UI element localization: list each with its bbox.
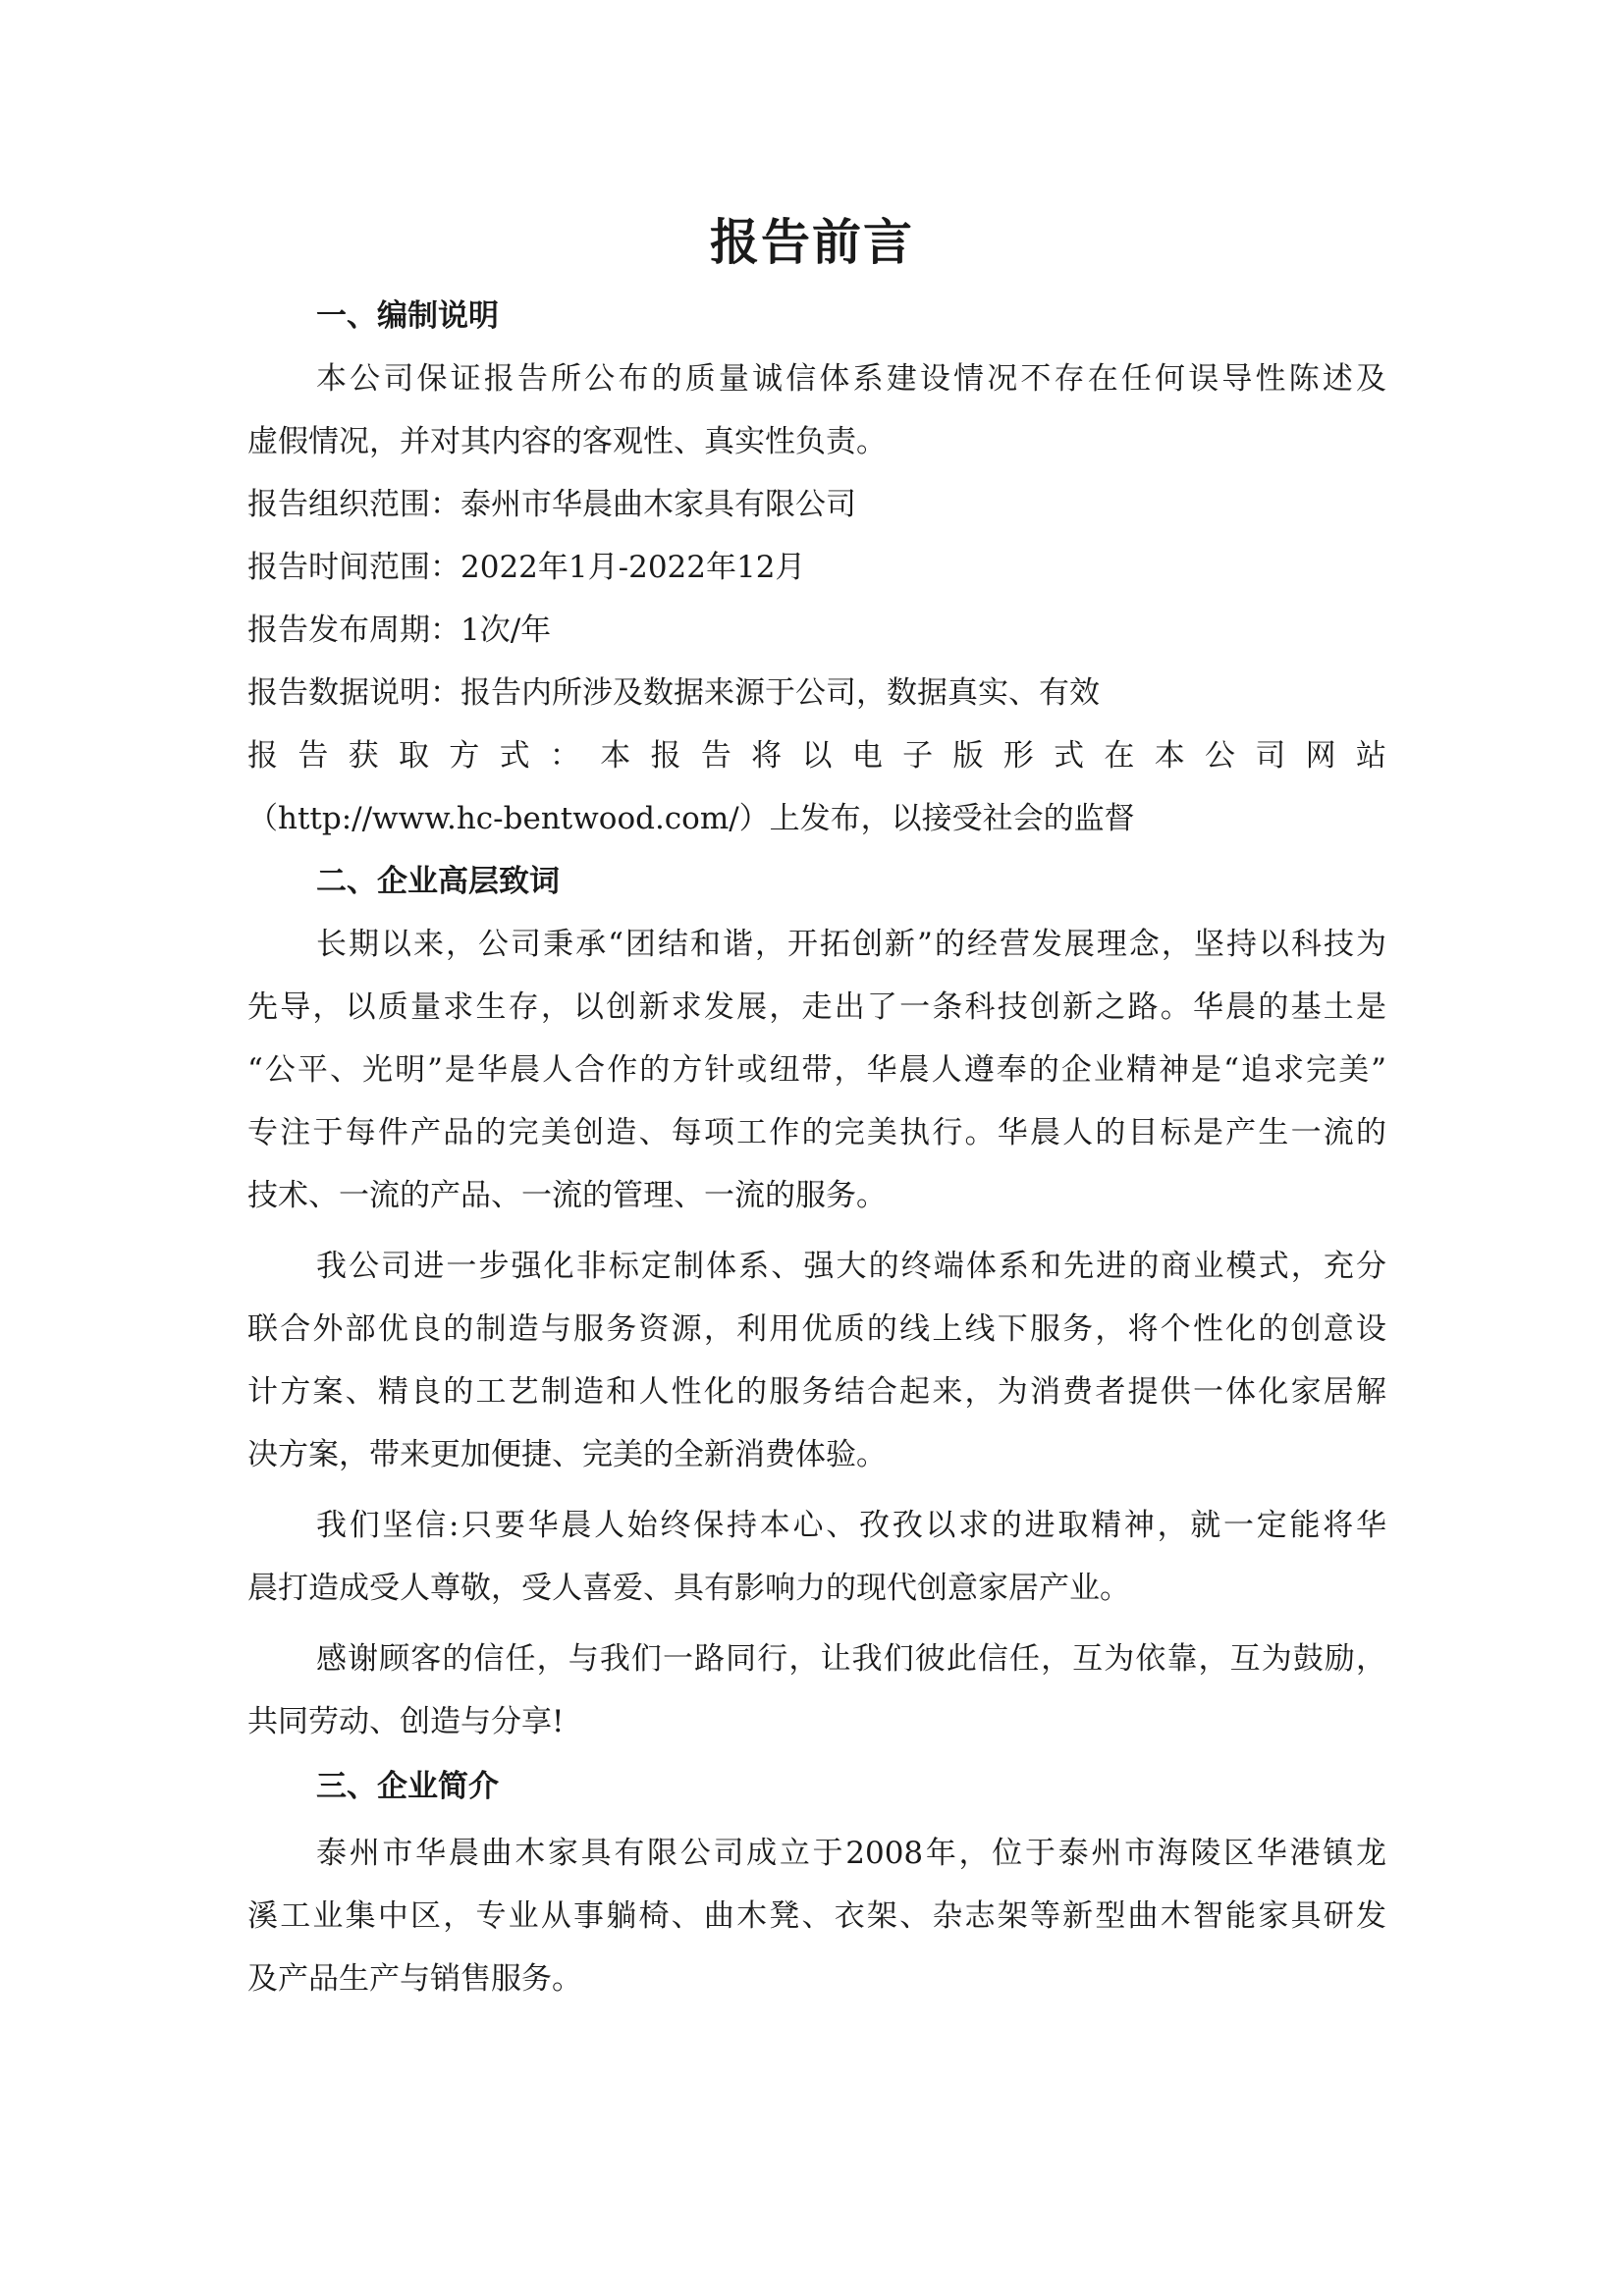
section-heading-leadership: 二、企业高层致词 — [316, 864, 560, 899]
paragraph-line: 泰州市华晨曲木家具有限公司成立于2008年，位于泰州市海陵区华港镇龙 — [316, 1836, 1386, 1871]
section-heading-company-profile: 三、企业简介 — [316, 1769, 499, 1804]
paragraph-line: “公平、光明”是华晨人合作的方针或纽带，华晨人遵奉的企业精神是“追求完美” — [247, 1052, 1386, 1088]
paragraph-line: 我们坚信:只要华晨人始终保持本心、孜孜以求的进取精神，就一定能将华 — [316, 1508, 1386, 1543]
paragraph-line: 晨打造成受人尊敬，受人喜爱、具有影响力的现代创意家居产业。 — [247, 1571, 1130, 1606]
report-period: 报告时间范围：2022年1月-2022年12月 — [247, 550, 806, 585]
paragraph-line: 技术、一流的产品、一流的管理、一流的服务。 — [247, 1178, 887, 1213]
section-heading-compilation: 一、编制说明 — [316, 298, 499, 334]
paragraph-line: 及产品生产与销售服务。 — [247, 1961, 582, 1997]
paragraph-line: 虚假情况，并对其内容的客观性、真实性负责。 — [247, 424, 887, 459]
report-scope: 报告组织范围：泰州市华晨曲木家具有限公司 — [247, 487, 856, 522]
paragraph-line: 我公司进一步强化非标定制体系、强大的终端体系和先进的商业模式，充分 — [316, 1249, 1386, 1284]
report-access-method: 报告获取方式：本报告将以电子版形式在本公司网站 — [247, 738, 1386, 774]
paragraph-line: 联合外部优良的制造与服务资源，利用优质的线上线下服务，将个性化的创意设 — [247, 1311, 1386, 1347]
paragraph-line: 长期以来，公司秉承“团结和谐，开拓创新”的经营发展理念，坚持以科技为 — [316, 927, 1386, 962]
paragraph-line: 先导，以质量求生存，以创新求发展，走出了一条科技创新之路。华晨的基土是 — [247, 989, 1386, 1025]
report-cycle: 报告发布周期：1次/年 — [247, 613, 552, 648]
paragraph-line: 感谢顾客的信任，与我们一路同行，让我们彼此信任，互为依靠，互为鼓励， — [316, 1641, 1386, 1677]
paragraph-line: 溪工业集中区，专业从事躺椅、曲木凳、衣架、杂志架等新型曲木智能家具研发 — [247, 1898, 1386, 1934]
paragraph-line: 专注于每件产品的完美创造、每项工作的完美执行。华晨人的目标是产生一流的 — [247, 1115, 1386, 1150]
report-access-url: （http://www.hc-bentwood.com/）上发布，以接受社会的监督 — [247, 801, 1135, 836]
paragraph-line: 共同劳动、创造与分享! — [247, 1704, 565, 1739]
paragraph-line: 本公司保证报告所公布的质量诚信体系建设情况不存在任何误导性陈述及 — [316, 361, 1386, 397]
report-data-note: 报告数据说明：报告内所涉及数据来源于公司，数据真实、有效 — [247, 675, 1100, 711]
page-title: 报告前言 — [710, 213, 914, 271]
paragraph-line: 计方案、精良的工艺制造和人性化的服务结合起来，为消费者提供一体化家居解 — [247, 1374, 1386, 1410]
paragraph-line: 决方案，带来更加便捷、完美的全新消费体验。 — [247, 1437, 887, 1472]
